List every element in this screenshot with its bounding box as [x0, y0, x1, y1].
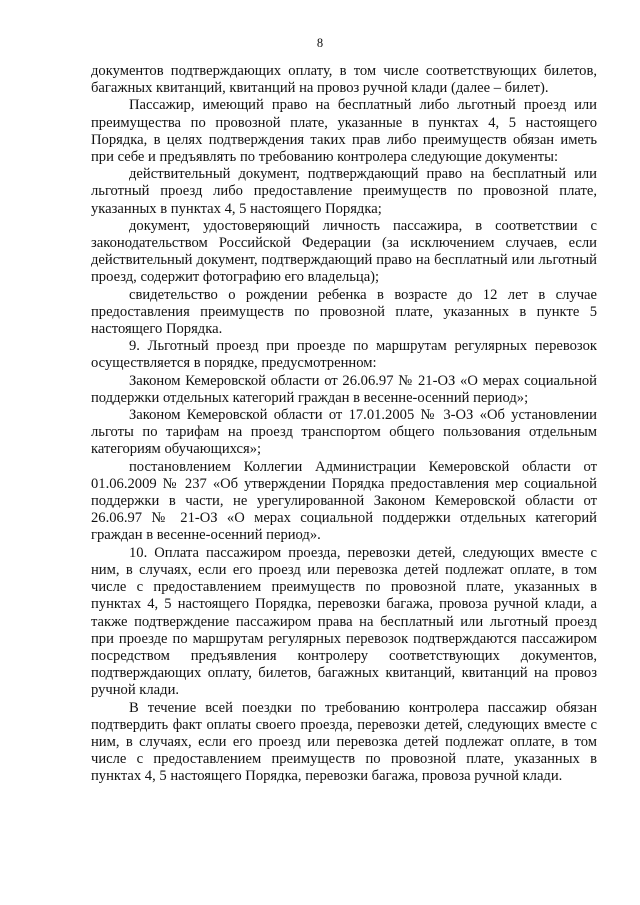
paragraph-continuation: документов подтверждающих оплату, в том числе соответствующих билетов, багажных квитанций, квитанций на провоз ручной клади (далее – билет). — [91, 63, 597, 97]
paragraph-law-21-oz: Законом Кемеровской области от 26.06.97 № 21-ОЗ «О мерах социальной поддержки отдельных категорий граждан в весенне-осенний период»; — [91, 372, 597, 406]
document-body — [91, 63, 597, 786]
paragraph-item-9: 9. Льготный проезд при проезде по маршрутам регулярных перевозок осуществляется в порядке, предусмотренном: — [91, 338, 597, 372]
paragraph-valid-document: действительный документ, подтверждающий право на бесплатный или льготный проезд либо предоставление преимуществ по провозной плате, указанных в пунктах 4, 5 настоящего Порядка; — [91, 166, 597, 217]
paragraph-item-10: 10. Оплата пассажиром проезда, перевозки детей, следующих вместе с ним, в случаях, если его проезд или перевозка детей подлежат оплате, в том числе с предоставлением преимуществ по провозной плате, указанных в пунктах 4, 5 настоящего Порядка, перевозки багажа, провоза ручной клади, а также подтверждение пассажиром права на бесплатный или льготный проезд при проезде по маршрутам регулярных перевозок подтверждаются пассажиром посредством предъявления контролеру соответствующих документов, подтверждающих оплату, билетов, багажных квитанций, квитанций на провоз ручной клади. — [91, 544, 597, 699]
paragraph-law-3-oz: Законом Кемеровской области от 17.01.2005 № 3-ОЗ «Об установлении льготы по тарифам на проезд транспортом общего пользования отдельным категориям обучающихся»; — [91, 407, 597, 458]
page-number: 8 — [316, 36, 324, 50]
paragraph-resolution-237: постановлением Коллегии Администрации Кемеровской области от 01.06.2009 № 237 «Об утверждении Порядка предоставления мер социальной поддержки в части, не урегулированной Законом Кемеровской области от 26.06.97 № 21-ОЗ «О мерах социальной поддержки отдельных категорий граждан в весенне-осенний период». — [91, 458, 597, 544]
paragraph-birth-certificate: свидетельство о рождении ребенка в возрасте до 12 лет в случае предоставления преимуществ по провозной плате, указанных в пункте 5 настоящего Порядка. — [91, 286, 597, 338]
paragraph-passenger-rights: Пассажир, имеющий право на бесплатный либо льготный проезд или преимущества по провозной плате, указанные в пунктах 4, 5 настоящего Порядка, в целях подтверждения таких прав либо преимуществ обязан иметь при себе и предъявлять по требованию контролера следующие документы: — [91, 97, 597, 166]
paragraph-controller-check: В течение всей поездки по требованию контролера пассажир обязан подтвердить факт оплаты своего проезда, перевозки детей, следующих вместе с ним, в случаях, если его проезд или перевозка детей подлежат оплате, в том числе с предоставлением преимуществ по провозной плате, указанных в пунктах 4, 5 настоящего Порядка, перевозки багажа, провоза ручной клади. — [91, 699, 597, 785]
paragraph-identity-document: документ, удостоверяющий личность пассажира, в соответствии с законодательством Российской Федерации (за исключением случаев, если действительный документ, подтверждающий право на бесплатный или льготный проезд, содержит фотографию его владельца); — [91, 217, 597, 286]
